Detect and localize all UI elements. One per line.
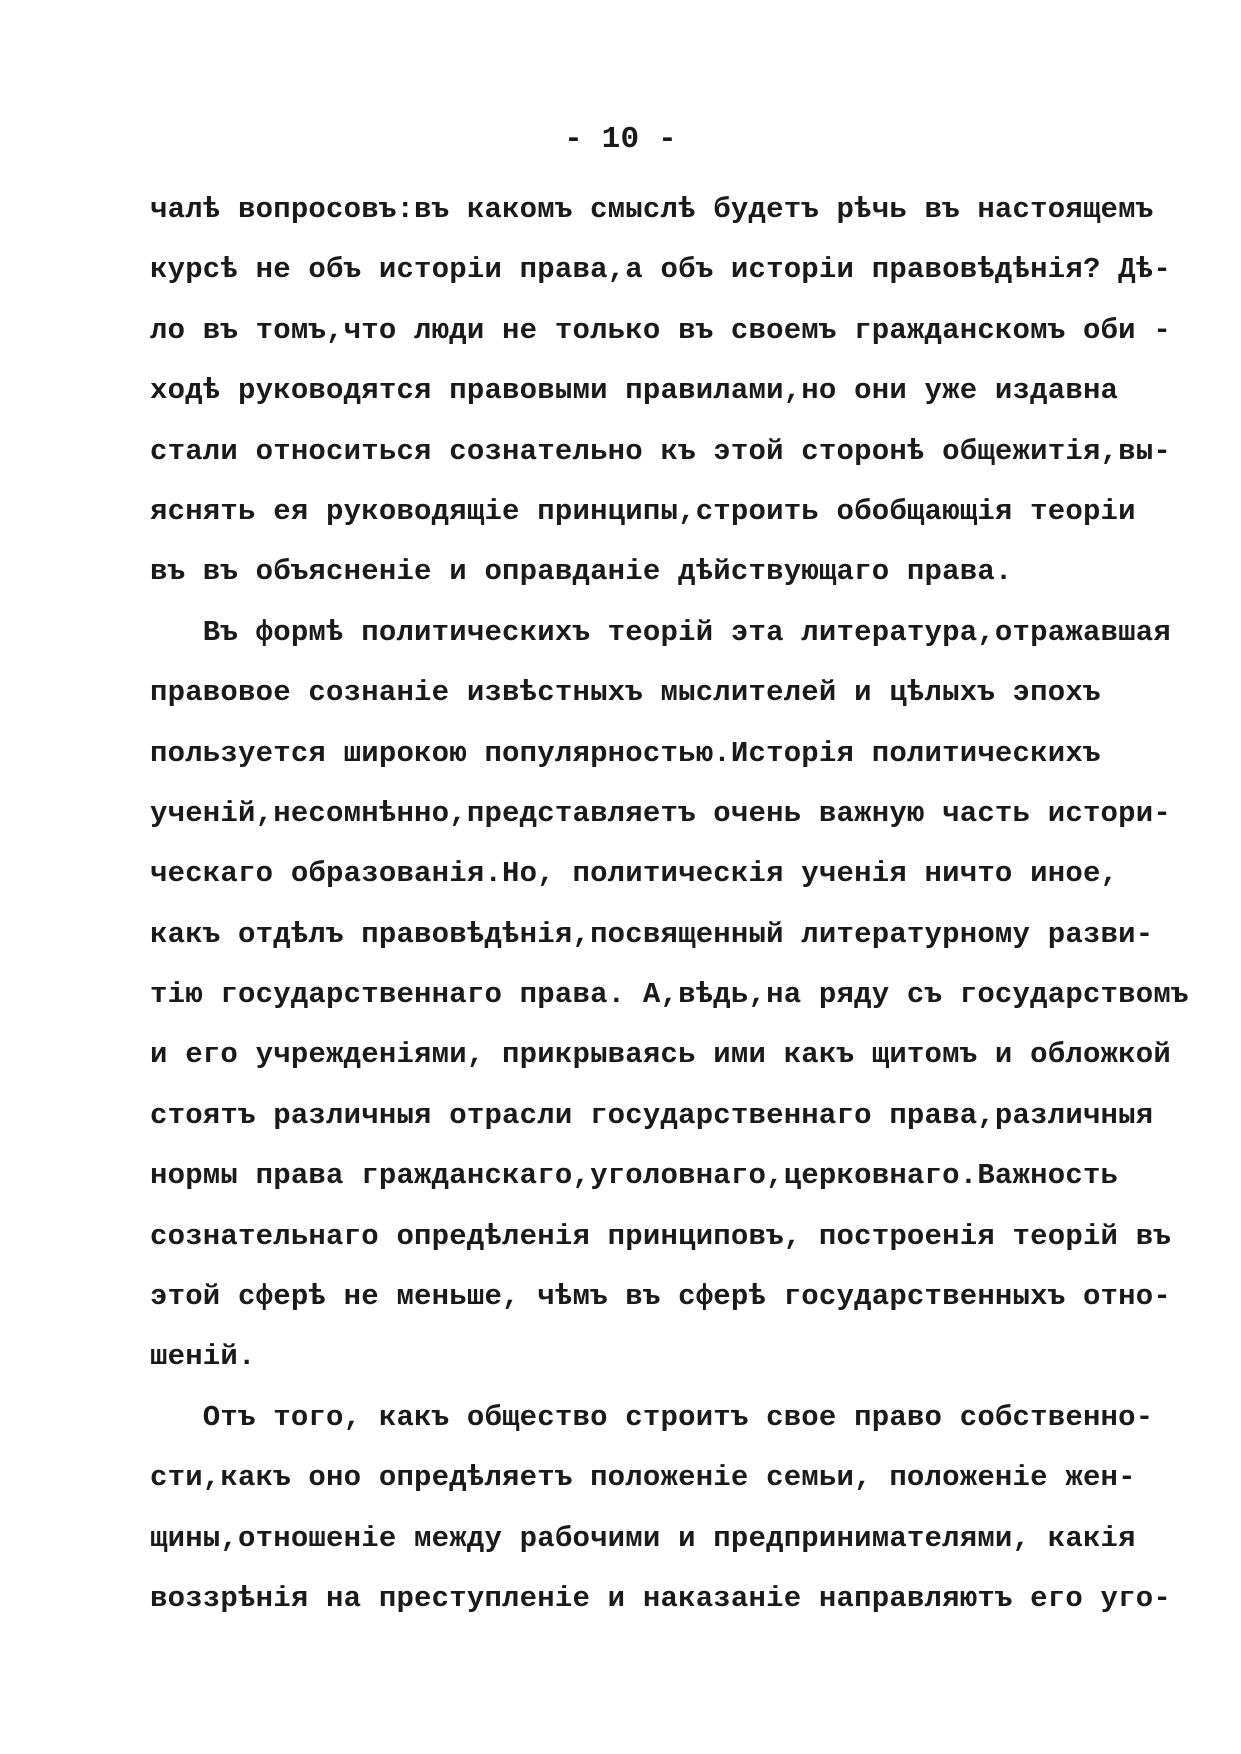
page-number: - 10 - [564, 122, 677, 157]
text-line: чалѣ вопросовъ:въ какомъ смыслѣ будетъ рѣчь въ настоящемъ [150, 193, 1154, 226]
text-line: ходѣ руководятся правовыми правилами,но они уже издавна [150, 374, 1119, 408]
text-line: ческаго образованія.Но, политическія ученія ничто иное, [150, 857, 1119, 891]
text-line: Въ формѣ политическихъ теорій эта литература,отражавшая [150, 615, 1171, 649]
text-line: сти,какъ оно опредѣляетъ положеніе семьи, положеніе жен- [150, 1461, 1136, 1495]
text-line: Отъ того, какъ общество строитъ свое право собственно- [150, 1400, 1154, 1434]
text-line: въ въ объясненіе и оправданіе дѣйствующаго права. [150, 555, 1013, 589]
text-line: нормы права гражданскаго,уголовнаго,церковнаго.Важность [150, 1159, 1119, 1193]
text-line: щины,отношеніе между рабочими и предпринимателями, какія [150, 1521, 1136, 1555]
text-line: тію государственнаго права. А,вѣдь,на ряду съ государствомъ [150, 978, 1189, 1012]
text-line: яснять ея руководящіе принципы,строить обобщающія теоріи [150, 494, 1136, 528]
text-line: правовое сознаніе извѣстныхъ мыслителей и цѣлыхъ эпохъ [150, 676, 1101, 710]
text-line: сознательнаго опредѣленія принциповъ, построенія теорій въ [150, 1219, 1171, 1253]
text-line: стали относиться сознательно къ этой сторонѣ общежитія,вы- [150, 434, 1171, 468]
text-line: ло въ томъ,что люди не только въ своемъ гражданскомъ оби - [150, 313, 1171, 347]
text-line: какъ отдѣлъ правовѣдѣнія,посвященный литературному разви- [150, 917, 1154, 951]
text-line: ученій,несомнѣнно,представляетъ очень важную часть истори- [150, 796, 1171, 830]
body-text [150, 180, 1189, 1629]
text-line: воззрѣнія на преступленіе и наказаніе направляютъ его уго- [150, 1581, 1171, 1615]
text-line: и его учрежденіями, прикрываясь ими какъ щитомъ и обложкой [150, 1038, 1171, 1072]
text-line: курсѣ не объ исторіи права,а объ исторіи правовѣдѣнія? Дѣ- [150, 253, 1171, 287]
text-line: пользуется широкою популярностью.Исторія политическихъ [150, 736, 1101, 770]
text-line: шеній. [150, 1340, 256, 1374]
text-line: этой сферѣ не меньше, чѣмъ въ сферѣ государственныхъ отно- [150, 1280, 1171, 1314]
text-line: стоятъ различныя отрасли государственнаго права,различныя [150, 1098, 1154, 1132]
